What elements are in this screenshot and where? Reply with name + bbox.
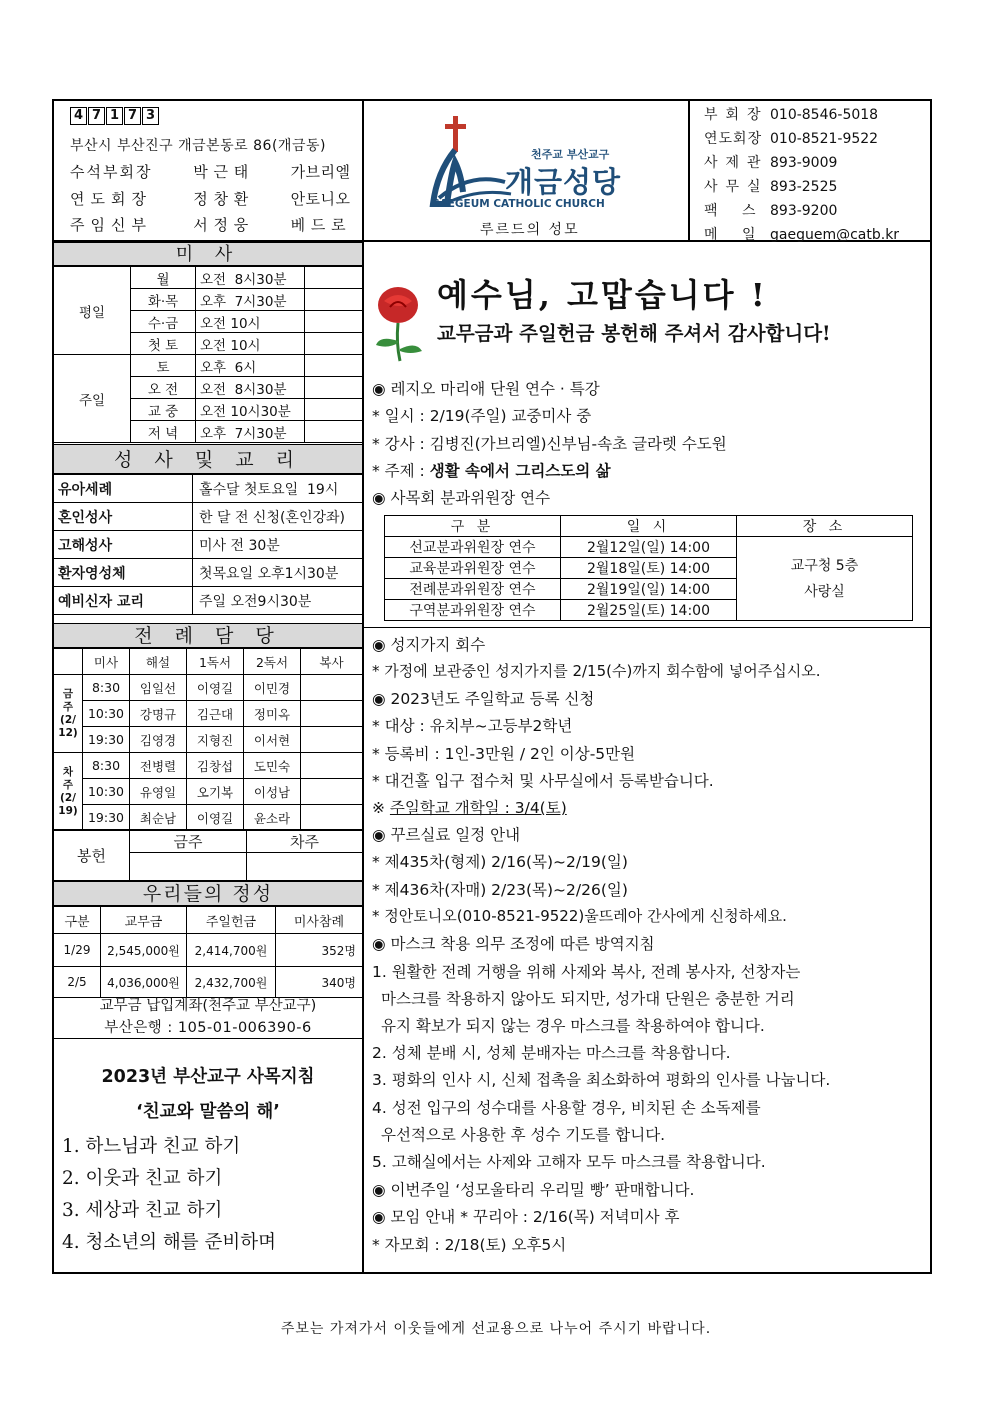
sacrament-value: 미사 전 30분 — [193, 531, 363, 559]
offering-sunday: 2,432,700원 — [187, 967, 276, 998]
officer-baptism: 가브리엘 — [290, 163, 351, 181]
officer-name: 서 정 웅 — [193, 216, 249, 234]
liturgy-header: 2독서 — [244, 649, 301, 675]
liturgy-header: 1독서 — [187, 649, 244, 675]
cursillo-line: * 제436차(자매) 2/23(목)~2/26(일) — [372, 881, 628, 899]
contact-label: 사제관 — [704, 155, 769, 171]
postal-digit: 3 — [142, 107, 159, 125]
liturgy-reader1: 이영길 — [187, 675, 244, 701]
mass-day: 첫 토 — [131, 333, 196, 355]
contact-label: 부회장 — [704, 107, 769, 123]
officer-name: 정 창 환 — [193, 190, 249, 208]
mask-line: 1. 원활한 전례 거행을 위해 사제와 복사, 전례 봉사자, 선창자는 — [372, 963, 801, 981]
contact-label: 사무실 — [704, 179, 769, 195]
contact-value: 893-9009 — [770, 155, 838, 171]
officer-row — [70, 214, 346, 235]
meeting-curia: * 꾸리아 : 2/16(목) 저녁미사 후 — [455, 1208, 680, 1226]
guideline-item: 2. 이웃과 친교 하기 — [62, 1168, 223, 1189]
guideline-title: 2023년 부산교구 사목지침 — [101, 1067, 315, 1087]
officer-name: 박 근 태 — [193, 163, 249, 181]
contact-row — [704, 128, 878, 148]
mass-time: 오후 6시 — [196, 355, 305, 377]
contact-row — [704, 104, 878, 124]
meeting-line — [372, 1205, 679, 1227]
meeting-line: * 자모회 : 2/18(토) 오후5시 — [372, 1236, 567, 1254]
officer-role: 수석부회장 — [70, 163, 153, 181]
guideline-item: 4. 청소년의 해를 준비하며 — [62, 1232, 277, 1253]
sacrament-value: 주일 오전9시30분 — [193, 587, 363, 615]
sacrament-name: 고해성사 — [54, 531, 193, 559]
account-number: 부산은행 : 105-01-006390-6 — [104, 1020, 312, 1036]
this-week-label: 금주 — [130, 830, 247, 853]
mask-title: ◉ 마스크 착용 의무 조정에 따른 방역지침 — [372, 935, 655, 953]
mass-day: 화·목 — [131, 289, 196, 311]
patron-label: 루르드의 성모 — [480, 222, 580, 238]
council-name: 구역분과위원장 연수 — [385, 600, 561, 621]
meeting-title: ◉ 모임 안내 — [372, 1208, 456, 1226]
sacraments-title: 성 사 및 교 리 — [54, 444, 362, 474]
liturgy-reader1: 지형진 — [187, 727, 244, 753]
liturgy-reader1: 오기복 — [187, 779, 244, 805]
contact-row — [704, 224, 899, 244]
legio-line — [372, 459, 611, 481]
mask-line: 유지 확보가 되지 않는 경우 마스크를 착용하여야 합니다. — [381, 1017, 765, 1035]
school-line: * 대상 : 유치부~고등부2학년 — [372, 717, 573, 735]
liturgy-time: 10:30 — [83, 779, 130, 805]
mass-time: 오후 7시30분 — [196, 289, 305, 311]
mass-day: 토 — [131, 355, 196, 377]
sacrament-value: 한 달 전 신청(혼인강좌) — [193, 503, 363, 531]
council-date: 2월12일(일) 14:00 — [561, 537, 737, 558]
liturgy-commentator: 최순남 — [130, 805, 187, 831]
contact-row — [704, 176, 837, 196]
liturgy-server — [301, 779, 363, 805]
postal-digit: 7 — [88, 107, 105, 125]
liturgy-header: 해설 — [130, 649, 187, 675]
liturgy-time: 10:30 — [83, 701, 130, 727]
mass-time: 오전 8시30분 — [196, 267, 305, 289]
liturgy-header: 복사 — [301, 649, 363, 675]
liturgy-reader2: 정미옥 — [244, 701, 301, 727]
subline: 교무금과 주일헌금 봉헌해 주셔서 감사합니다! — [437, 322, 831, 345]
sacrament-value: 홀수달 첫토요일 19시 — [193, 475, 363, 503]
legio-topic-prefix: * 주제 : — [372, 462, 430, 480]
offering-dues: 2,545,000원 — [101, 934, 187, 967]
liturgy-commentator: 임일선 — [130, 675, 187, 701]
liturgy-commentator: 김영경 — [130, 727, 187, 753]
sacrament-name: 혼인성사 — [54, 503, 193, 531]
rose-icon — [370, 283, 428, 363]
school-title: ◉ 2023년도 주일학교 등록 신청 — [372, 690, 595, 708]
headline: 예수님, 고맙습니다 ! — [437, 276, 768, 314]
contact-row — [704, 152, 837, 172]
mask-line: 마스크를 착용하지 않아도 되지만, 성가대 단원은 충분한 거리 — [381, 990, 795, 1008]
council-date: 2월19일(일) 14:00 — [561, 579, 737, 600]
council-date: 2월25일(토) 14:00 — [561, 600, 737, 621]
liturgy-time: 19:30 — [83, 727, 130, 753]
cross-cathedral-icon — [425, 112, 515, 212]
offering-duty-label: 봉헌 — [54, 830, 130, 881]
council-place — [737, 537, 913, 621]
postal-digit: 1 — [106, 107, 123, 125]
account-label: 교무금 납입계좌(천주교 부산교구) — [99, 998, 317, 1014]
liturgy-week-label: 차 주 (2/ 19) — [54, 753, 83, 831]
offering-header: 주일헌금 — [187, 907, 276, 934]
offering-header: 미사참례 — [276, 907, 363, 934]
liturgy-week-label: 금 주 (2/ 12) — [54, 675, 83, 753]
guideline-subtitle: ‘친교와 말씀의 해’ — [136, 1102, 280, 1122]
contact-value: 010-8521-9522 — [770, 131, 879, 147]
mass-day: 오 전 — [131, 377, 196, 399]
contact-value: 893-9200 — [770, 203, 838, 219]
offering-sunday: 2,414,700원 — [187, 934, 276, 967]
school-line: * 등록비 : 1인-3만원 / 2인 이상-5만원 — [372, 745, 636, 763]
sacraments-table — [54, 474, 362, 615]
liturgy-reader1: 이영길 — [187, 805, 244, 831]
mass-time: 오전 8시30분 — [196, 377, 305, 399]
guideline-item: 3. 세상과 친교 하기 — [62, 1200, 223, 1221]
liturgy-reader2: 이성남 — [244, 779, 301, 805]
liturgy-reader2: 도민숙 — [244, 753, 301, 779]
offerings-title: 우리들의 정성 — [54, 881, 362, 906]
offering-attendance: 352명 — [276, 934, 363, 967]
contact-label: 메 일 — [704, 227, 766, 243]
liturgy-commentator: 전병렬 — [130, 753, 187, 779]
officer-baptism: 베 드 로 — [290, 216, 347, 234]
liturgy-commentator: 강명규 — [130, 701, 187, 727]
legio-line: * 일시 : 2/19(주일) 교중미사 중 — [372, 407, 592, 425]
council-header: 일 시 — [561, 516, 737, 537]
council-name: 교육분과위원장 연수 — [385, 558, 561, 579]
liturgy-commentator: 유영일 — [130, 779, 187, 805]
liturgy-time: 8:30 — [83, 753, 130, 779]
header-contact-divider — [688, 99, 690, 241]
council-header: 장 소 — [737, 516, 913, 537]
postal-code — [70, 107, 159, 125]
mask-line: 4. 성전 입구의 성수대를 사용할 경우, 비치된 손 소독제를 — [372, 1099, 761, 1117]
address: 부산시 부산진구 개금본동로 86(개금동) — [70, 138, 326, 154]
legio-title: ◉ 레지오 마리애 단원 연수 · 특강 — [372, 380, 600, 398]
cursillo-line: * 제435차(형제) 2/16(목)~2/19(일) — [372, 853, 628, 871]
officer-row — [70, 161, 351, 182]
contact-label: 연도회장 — [704, 131, 763, 147]
council-table — [384, 515, 913, 621]
mass-time: 오전 10시 — [196, 311, 305, 333]
legio-line: * 강사 : 김병진(가브리엘)신부님-속초 글라렛 수도원 — [372, 435, 727, 453]
postal-digit: 7 — [124, 107, 141, 125]
school-line — [372, 796, 567, 818]
liturgy-reader1: 김창섭 — [187, 753, 244, 779]
postal-digit: 4 — [70, 107, 87, 125]
liturgy-reader2: 이민경 — [244, 675, 301, 701]
mass-day: 저 녁 — [131, 421, 196, 443]
liturgy-time: 19:30 — [83, 805, 130, 831]
contact-value: gaeguem@catb.kr — [770, 227, 900, 243]
liturgy-server — [301, 805, 363, 831]
sacrament-value: 첫목요일 오후1시30분 — [193, 559, 363, 587]
contact-label: 팩 스 — [704, 203, 766, 219]
column-divider — [362, 99, 364, 1274]
offering-date: 1/29 — [54, 934, 101, 967]
contact-row — [704, 200, 837, 220]
liturgy-time: 8:30 — [83, 675, 130, 701]
cursillo-title: ◉ 꾸르실료 일정 안내 — [372, 826, 521, 844]
offering-dues: 4,036,000원 — [101, 967, 187, 998]
mask-line: 5. 고해실에서는 사제와 고해자 모두 마스크를 착용합니다. — [372, 1153, 766, 1171]
mass-day: 수·금 — [131, 311, 196, 333]
council-place-line: 교구청 5층 — [790, 557, 859, 574]
cursillo-line: * 정안토니오(010-8521-9522)울뜨레아 간사에게 신청하세요. — [372, 907, 787, 925]
mask-line: 우선적으로 사용한 후 성수 기도를 합니다. — [381, 1126, 666, 1144]
liturgy-reader2: 윤소라 — [244, 805, 301, 831]
liturgy-table — [54, 648, 362, 831]
mask-line: 3. 평화의 인사 시, 신체 접촉을 최소화하여 평화의 인사를 나눕니다. — [372, 1071, 831, 1089]
palm-title: ◉ 성지가지 회수 — [372, 636, 486, 654]
guideline-divider — [52, 1038, 364, 1039]
liturgy-server — [301, 753, 363, 779]
mass-time: 오전 10시30분 — [196, 399, 305, 421]
mass-day: 교 중 — [131, 399, 196, 421]
section-divider — [364, 627, 930, 628]
offering-date: 2/5 — [54, 967, 101, 998]
palm-line: * 가정에 보관중인 성지가지를 2/15(수)까지 회수함에 넣어주십시오. — [372, 662, 821, 680]
mass-sunday-label: 주일 — [54, 355, 131, 443]
school-opening: 주일학교 개학일 : 3/4(토) — [389, 799, 567, 817]
church-english: GAEGEUM CATHOLIC CHURCH — [431, 198, 605, 210]
next-week-label: 차주 — [247, 830, 363, 853]
liturgy-header: 미사 — [83, 649, 130, 675]
liturgy-title: 전 례 담 당 — [54, 623, 362, 648]
mass-table — [54, 266, 362, 443]
bread-notice: ◉ 이번주일 ‘성모울타리 우리밀 빵’ 판매합니다. — [372, 1181, 695, 1199]
sacrament-name: 예비신자 교리 — [54, 587, 193, 615]
guideline-item: 1. 하느님과 친교 하기 — [62, 1136, 241, 1157]
liturgy-reader2: 이서현 — [244, 727, 301, 753]
legio-topic: 생활 속에서 그리스도의 삶 — [429, 462, 611, 480]
mask-line: 2. 성체 분배 시, 성체 분배자는 마스크를 착용합니다. — [372, 1044, 731, 1062]
liturgy-server — [301, 701, 363, 727]
mass-weekday-label: 평일 — [54, 267, 131, 355]
mass-time: 오전 10시 — [196, 333, 305, 355]
church-name: 개금성당 — [505, 165, 622, 199]
officer-role: 주임신부 — [70, 216, 152, 234]
officer-row — [70, 188, 351, 209]
school-mark: ※ — [372, 799, 390, 817]
council-title: ◉ 사목회 분과위원장 연수 — [372, 489, 551, 507]
sacrament-name: 유아세례 — [54, 475, 193, 503]
offering-header: 구분 — [54, 907, 101, 934]
council-place-line: 사랑실 — [804, 583, 845, 600]
sacrament-name: 환자영성체 — [54, 559, 193, 587]
officer-role: 연도회장 — [70, 190, 152, 208]
offering-attendance: 340명 — [276, 967, 363, 998]
offering-duty-table — [54, 829, 362, 881]
contact-value: 010-8546-5018 — [770, 107, 879, 123]
council-name: 전례분과위원장 연수 — [385, 579, 561, 600]
offering-header: 교무금 — [101, 907, 187, 934]
mass-title: 미 사 — [54, 242, 362, 266]
mass-day: 월 — [131, 267, 196, 289]
offerings-table — [54, 906, 362, 998]
mass-time: 오후 7시30분 — [196, 421, 305, 443]
council-date: 2월18일(토) 14:00 — [561, 558, 737, 579]
contact-value: 893-2525 — [770, 179, 838, 195]
council-name: 선교분과위원장 연수 — [385, 537, 561, 558]
school-line: * 대건홀 입구 접수처 및 사무실에서 등록받습니다. — [372, 772, 714, 790]
council-header: 구 분 — [385, 516, 561, 537]
liturgy-server — [301, 727, 363, 753]
diocese-label: 천주교 부산교구 — [531, 148, 610, 161]
church-logo — [425, 112, 655, 212]
liturgy-reader1: 김근대 — [187, 701, 244, 727]
officer-baptism: 안토니오 — [290, 190, 351, 208]
liturgy-server — [301, 675, 363, 701]
footer-note: 주보는 가져가서 이웃들에게 선교용으로 나누어 주시기 바랍니다. — [280, 1321, 712, 1337]
